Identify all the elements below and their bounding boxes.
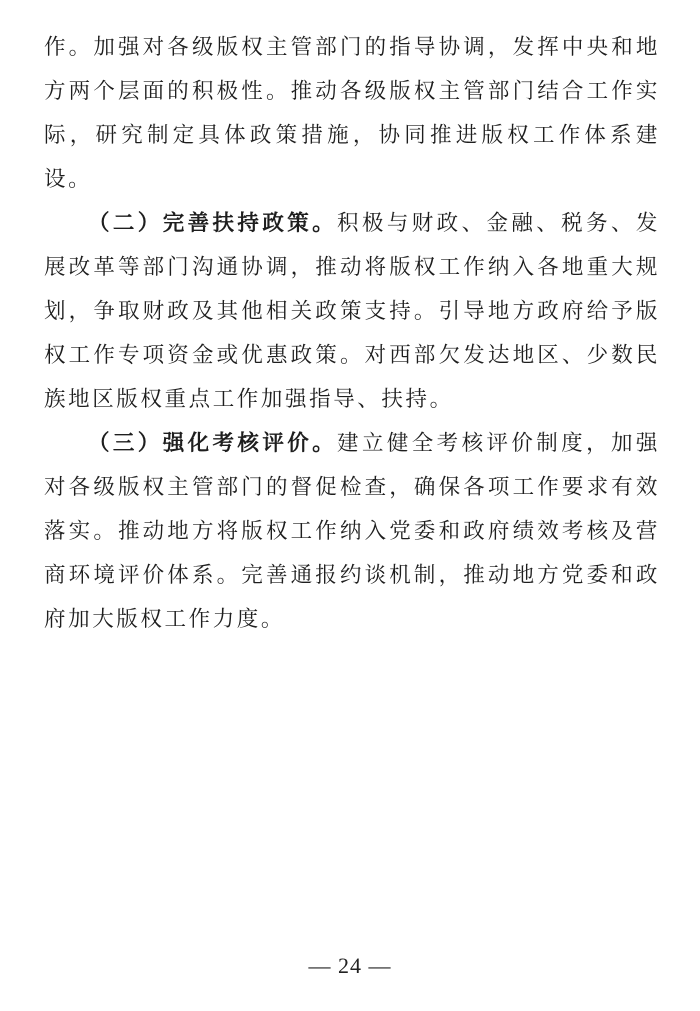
section-heading-assessment: （三）强化考核评价。 xyxy=(88,431,338,456)
paragraph-assessment xyxy=(44,422,660,642)
page-number: — 24 — xyxy=(308,953,392,978)
document-body xyxy=(44,26,660,642)
paragraph-continuation xyxy=(44,26,660,202)
paragraph-support-policy xyxy=(44,202,660,422)
paragraph-text: 作。加强对各级版权主管部门的指导协调，发挥中央和地方两个层面的积极性。推动各级版权主管部门结合工作实际，研究制定具体政策措施，协同推进版权工作体系建设。 xyxy=(44,35,660,192)
section-heading-support-policy: （二）完善扶持政策。 xyxy=(88,211,338,236)
paragraph-text: 建立健全考核评价制度，加强对各级版权主管部门的督促检查，确保各项工作要求有效落实。推动地方将版权工作纳入党委和政府绩效考核及营商环境评价体系。完善通报约谈机制，推动地方党委和政府加大版权工作力度。 xyxy=(44,431,660,632)
paragraph-text: 积极与财政、金融、税务、发展改革等部门沟通协调，推动将版权工作纳入各地重大规划，争取财政及其他相关政策支持。引导地方政府给予版权工作专项资金或优惠政策。对西部欠发达地区、少数民族地区版权重点工作加强指导、扶持。 xyxy=(44,211,660,412)
